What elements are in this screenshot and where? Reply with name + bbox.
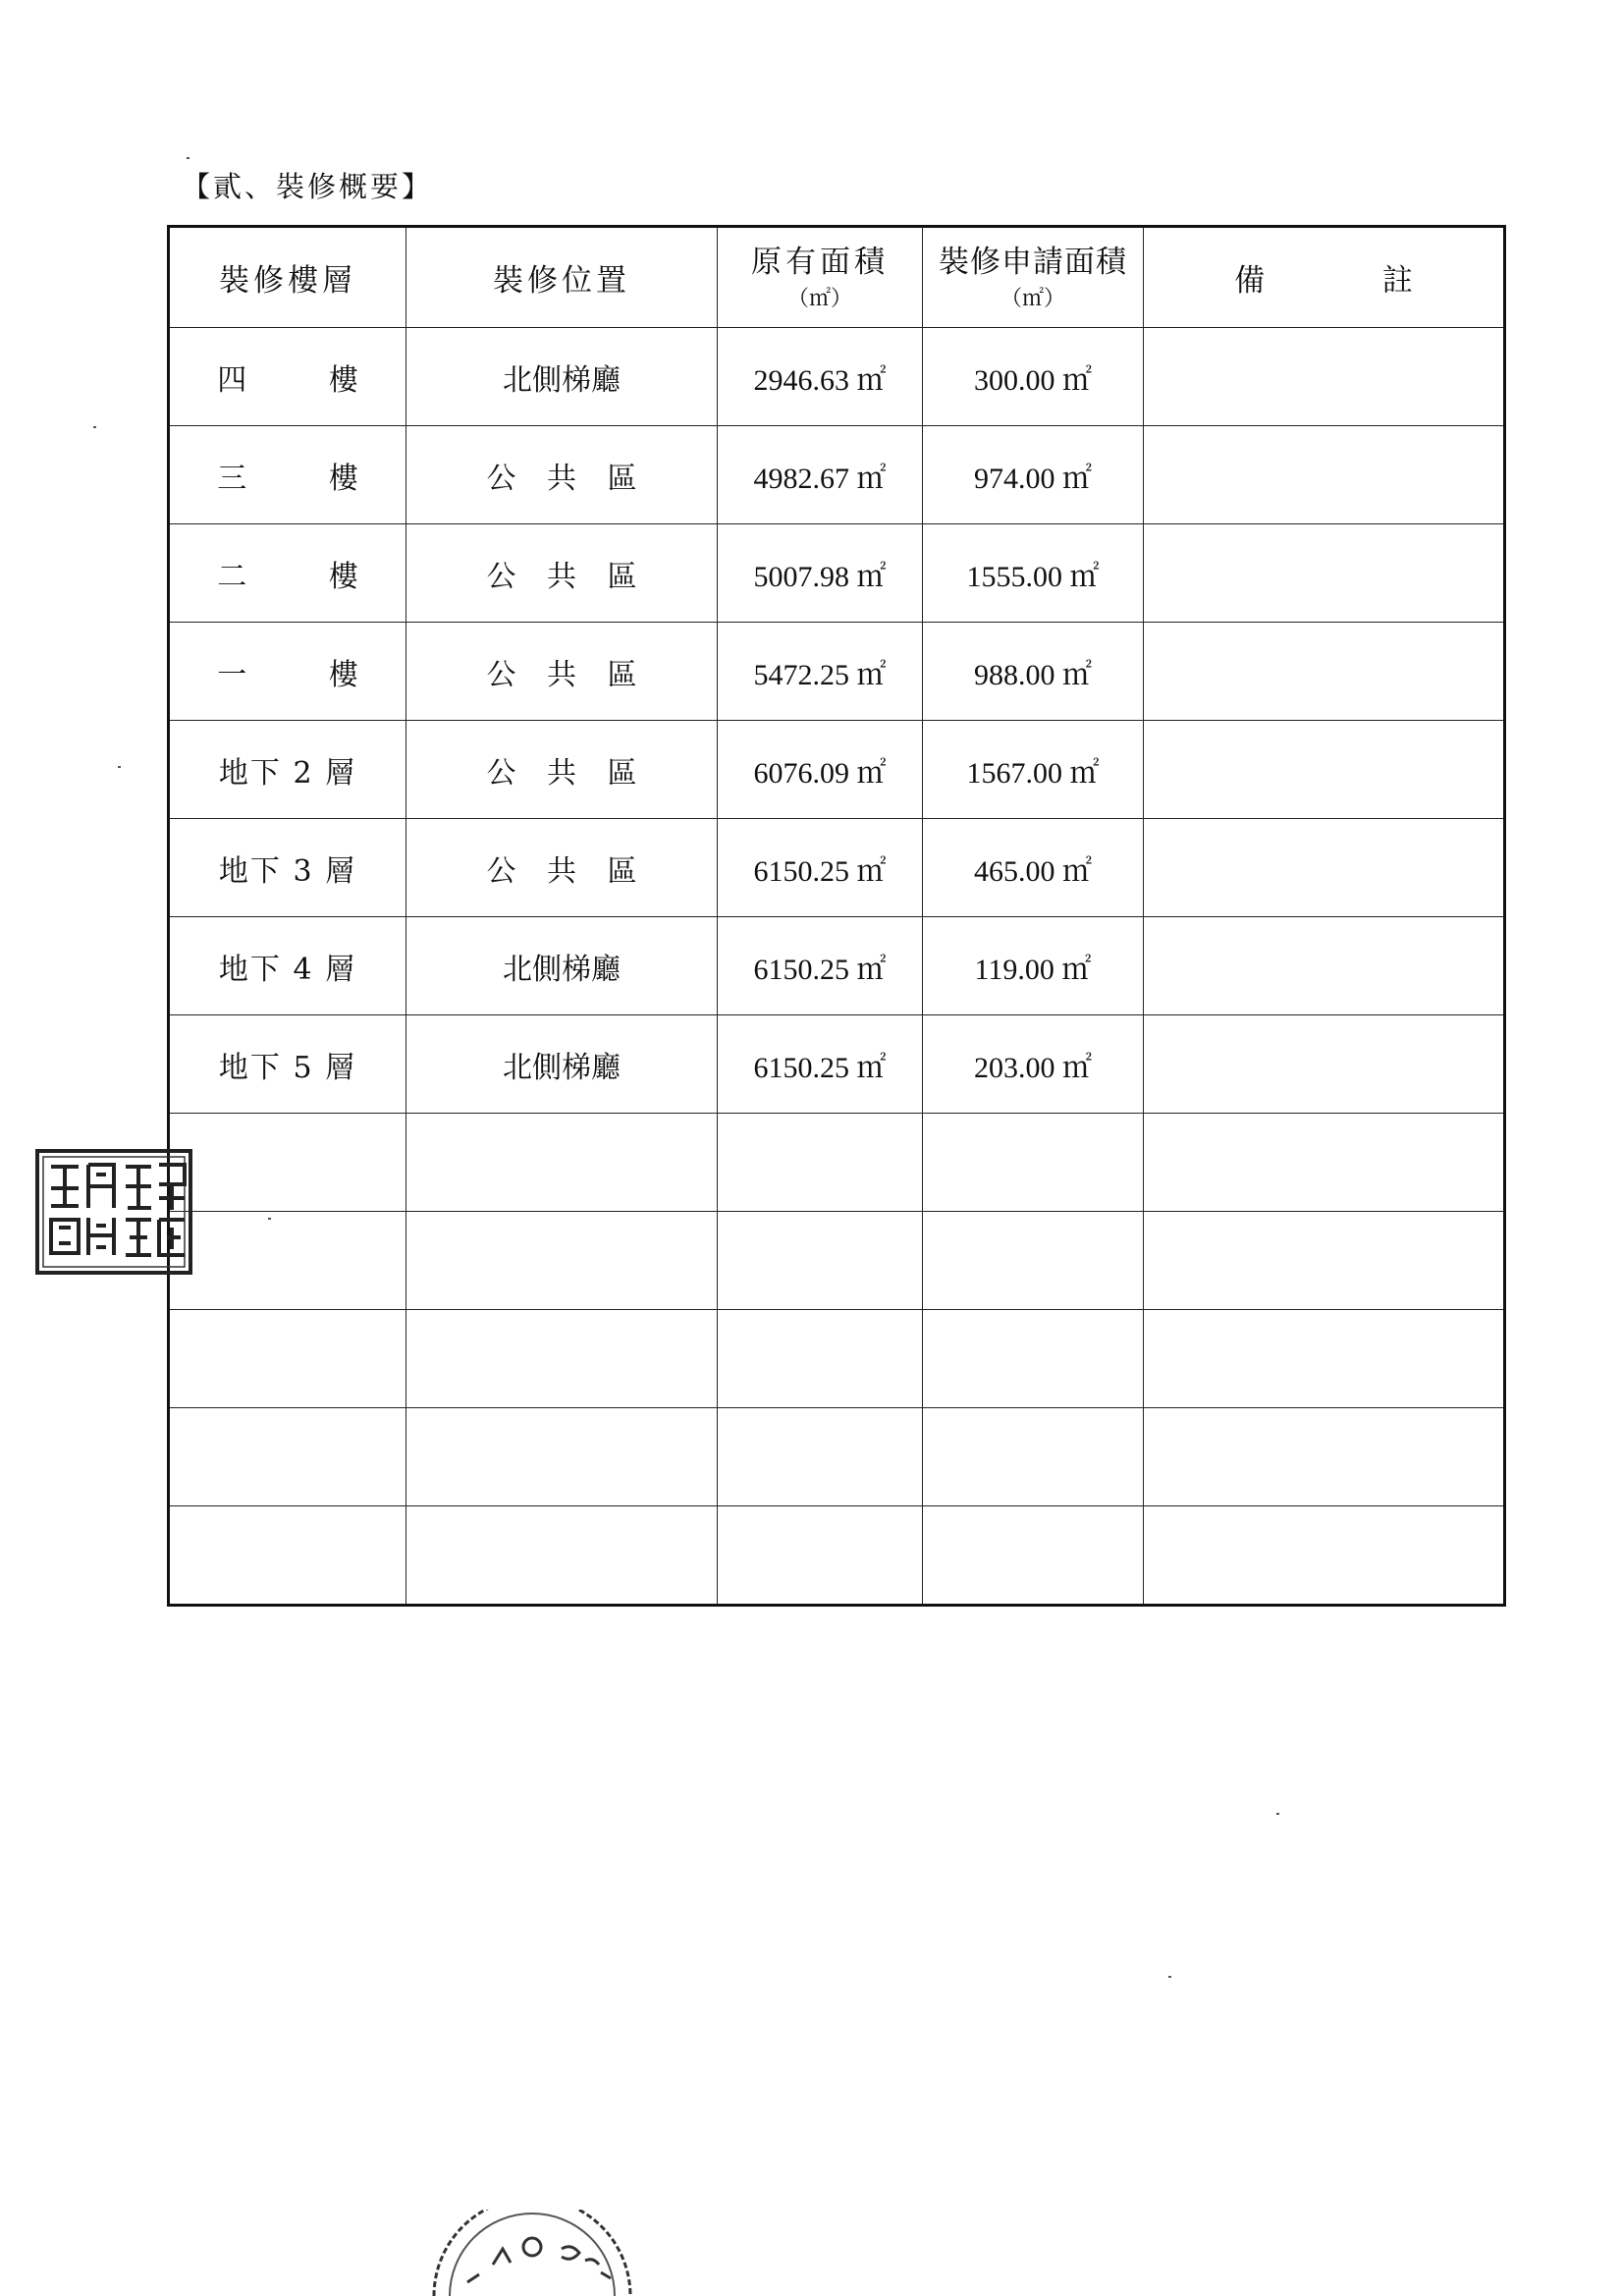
location-cell: 北側梯廳 [406, 1015, 718, 1114]
header-applied-area [923, 227, 1144, 328]
scan-speck [1168, 1976, 1171, 1978]
table-row [169, 623, 1505, 721]
floor-cell [169, 1015, 406, 1114]
applied-area-cell: 465.00 ㎡ [923, 819, 1144, 917]
empty-cell [406, 1114, 718, 1212]
location-cell [406, 721, 718, 819]
header-applied-area-label: 裝修申請面積 [939, 244, 1127, 280]
empty-cell [923, 1212, 1144, 1310]
location-cell [406, 524, 718, 623]
original-area-cell: 4982.67 ㎡ [718, 426, 923, 524]
remarks-cell [1144, 328, 1505, 426]
empty-table-row [169, 1212, 1505, 1310]
floor-label: 地下 2 層 [218, 755, 357, 791]
empty-cell [718, 1310, 923, 1408]
location-label: 公 共 區 [486, 755, 637, 791]
header-location-label: 裝修位置 [493, 263, 630, 299]
location-cell [406, 623, 718, 721]
applied-area-cell: 119.00 ㎡ [923, 917, 1144, 1015]
applied-area-cell: 203.00 ㎡ [923, 1015, 1144, 1114]
floor-label: 地下 3 層 [218, 853, 357, 889]
floor-label: 地下 4 層 [218, 952, 357, 987]
seal-stamp-icon [35, 1149, 192, 1275]
empty-cell [718, 1212, 923, 1310]
remarks-cell [1144, 1015, 1505, 1114]
floor-label: 四 樓 [217, 362, 358, 398]
empty-cell [923, 1114, 1144, 1212]
floor-cell [169, 426, 406, 524]
original-area-cell: 5472.25 ㎡ [718, 623, 923, 721]
empty-cell [1144, 1114, 1505, 1212]
empty-cell [1144, 1506, 1505, 1606]
empty-cell [718, 1506, 923, 1606]
scan-speck [187, 157, 189, 159]
header-floor [169, 227, 406, 328]
remarks-cell [1144, 623, 1505, 721]
location-cell: 北側梯廳 [406, 917, 718, 1015]
empty-cell [923, 1310, 1144, 1408]
applied-area-cell: 300.00 ㎡ [923, 328, 1144, 426]
header-original-area-label: 原有面積 [751, 244, 889, 280]
location-label: 公 共 區 [486, 657, 637, 692]
remarks-cell [1144, 426, 1505, 524]
applied-area-cell: 974.00 ㎡ [923, 426, 1144, 524]
floor-cell [169, 721, 406, 819]
table-row [169, 917, 1505, 1015]
empty-cell [406, 1310, 718, 1408]
empty-cell [169, 1506, 406, 1606]
location-cell: 北側梯廳 [406, 328, 718, 426]
empty-cell [406, 1212, 718, 1310]
empty-cell [923, 1506, 1144, 1606]
table-row [169, 426, 1505, 524]
floor-cell [169, 623, 406, 721]
original-area-cell: 6150.25 ㎡ [718, 917, 923, 1015]
empty-cell [169, 1212, 406, 1310]
table-header-row [169, 227, 1505, 328]
original-area-cell: 6150.25 ㎡ [718, 1015, 923, 1114]
header-original-area [718, 227, 923, 328]
table-row [169, 328, 1505, 426]
empty-cell [1144, 1310, 1505, 1408]
applied-area-cell: 1567.00 ㎡ [923, 721, 1144, 819]
floor-label: 三 樓 [217, 461, 358, 496]
applied-area-cell: 988.00 ㎡ [923, 623, 1144, 721]
empty-cell [1144, 1408, 1505, 1506]
empty-table-row [169, 1114, 1505, 1212]
table-row [169, 1015, 1505, 1114]
empty-cell [406, 1408, 718, 1506]
header-floor-label: 裝修樓層 [219, 263, 356, 299]
floor-label: 二 樓 [217, 559, 358, 594]
table-row [169, 721, 1505, 819]
location-label: 公 共 區 [486, 559, 637, 594]
remarks-cell [1144, 917, 1505, 1015]
empty-table-row [169, 1408, 1505, 1506]
header-location [406, 227, 718, 328]
scan-speck [93, 426, 96, 428]
scan-speck [118, 766, 121, 768]
empty-table-row [169, 1310, 1505, 1408]
empty-table-row [169, 1506, 1505, 1606]
empty-cell [169, 1114, 406, 1212]
original-area-cell: 2946.63 ㎡ [718, 328, 923, 426]
floor-label: 一 樓 [217, 657, 358, 692]
floor-cell [169, 819, 406, 917]
location-label: 公 共 區 [486, 461, 637, 496]
empty-cell [923, 1408, 1144, 1506]
floor-label: 地下 5 層 [218, 1050, 357, 1085]
empty-cell [169, 1408, 406, 1506]
remarks-cell [1144, 819, 1505, 917]
floor-cell [169, 524, 406, 623]
round-seal-stamp-icon [424, 2210, 640, 2296]
original-area-cell: 6076.09 ㎡ [718, 721, 923, 819]
original-area-cell: 6150.25 ㎡ [718, 819, 923, 917]
scan-speck [1276, 1813, 1279, 1815]
empty-cell [718, 1114, 923, 1212]
original-area-cell: 5007.98 ㎡ [718, 524, 923, 623]
empty-cell [406, 1506, 718, 1606]
remarks-cell [1144, 721, 1505, 819]
header-remarks [1144, 227, 1505, 328]
applied-area-cell: 1555.00 ㎡ [923, 524, 1144, 623]
table-row [169, 819, 1505, 917]
remarks-cell [1144, 524, 1505, 623]
header-remarks-label: 備 註 [1234, 263, 1413, 299]
renovation-summary-table [167, 225, 1506, 1607]
header-applied-area-unit: （㎡） [1000, 286, 1065, 311]
section-title: 【貳、裝修概要】 [182, 170, 434, 203]
floor-cell [169, 917, 406, 1015]
scan-speck [268, 1218, 271, 1220]
header-original-area-unit: （㎡） [786, 286, 852, 311]
table-row [169, 524, 1505, 623]
empty-cell [169, 1310, 406, 1408]
empty-cell [1144, 1212, 1505, 1310]
location-cell [406, 426, 718, 524]
empty-cell [718, 1408, 923, 1506]
location-label: 公 共 區 [486, 853, 637, 889]
location-cell [406, 819, 718, 917]
floor-cell [169, 328, 406, 426]
